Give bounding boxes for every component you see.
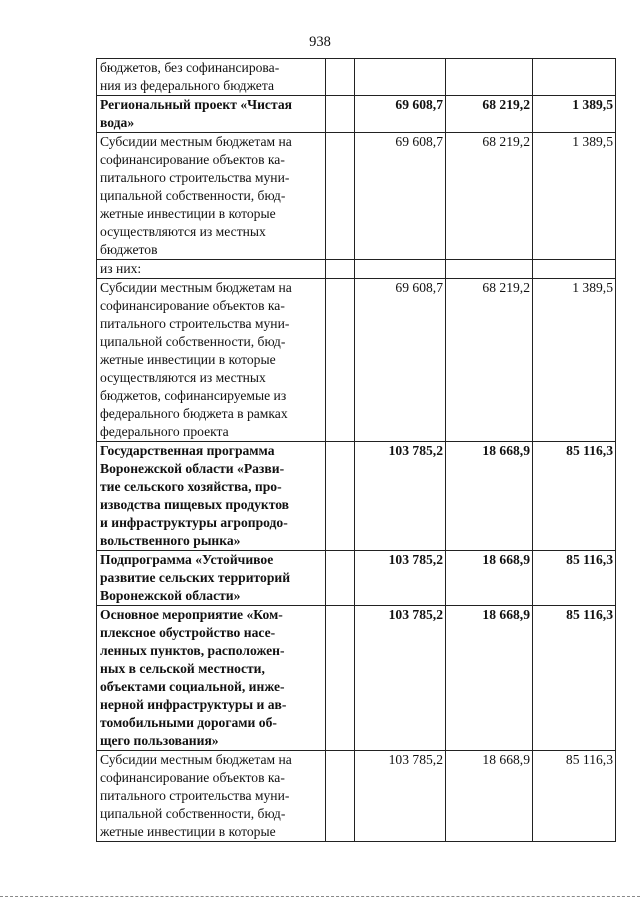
amount-cell-3: 1 389,5 — [533, 96, 616, 133]
amount-cell-1: 69 608,7 — [355, 133, 446, 260]
row-label-line: питального строительства муни- — [100, 316, 290, 331]
row-label-line: софинансирование объектов ка- — [100, 298, 285, 313]
row-label-cell — [97, 133, 326, 260]
amount-cell-2: 68 219,2 — [446, 96, 533, 133]
empty-column-cell — [326, 133, 355, 260]
row-label-line: Основное мероприятие «Ком- — [100, 607, 283, 622]
row-label-line: объектами социальной, инже- — [100, 679, 285, 694]
table-row — [97, 133, 616, 260]
table-row — [97, 96, 616, 133]
table-row — [97, 551, 616, 606]
row-label-cell — [97, 96, 326, 133]
amount-cell-1: 103 785,2 — [355, 751, 446, 842]
amount-cell-2: 18 668,9 — [446, 442, 533, 551]
empty-column-cell — [326, 551, 355, 606]
amount-cell-1: 69 608,7 — [355, 96, 446, 133]
amount-cell-1 — [355, 260, 446, 279]
empty-column-cell — [326, 279, 355, 442]
row-label-cell — [97, 279, 326, 442]
row-label-line: Субсидии местным бюджетам на — [100, 280, 292, 295]
amount-cell-2: 68 219,2 — [446, 133, 533, 260]
empty-column-cell — [326, 751, 355, 842]
row-label-cell — [97, 59, 326, 96]
row-label-line: жетные инвестиции в которые — [100, 824, 276, 839]
row-label-line: ния из федерального бюджета — [100, 78, 274, 93]
table-row — [97, 606, 616, 751]
budget-table-body — [97, 59, 616, 842]
row-label-line: щего пользования» — [100, 733, 219, 748]
amount-cell-1 — [355, 59, 446, 96]
row-label-line: осуществляются из местных — [100, 370, 266, 385]
row-label-line: питального строительства муни- — [100, 170, 290, 185]
amount-cell-3: 85 116,3 — [533, 606, 616, 751]
row-label-line: изводства пищевых продуктов — [100, 497, 289, 512]
table-row — [97, 59, 616, 96]
row-label-line: нерной инфраструктуры и ав- — [100, 697, 287, 712]
row-label-line: ципальной собственности, бюд- — [100, 806, 286, 821]
row-label-line: софинансирование объектов ка- — [100, 770, 285, 785]
amount-cell-2: 68 219,2 — [446, 279, 533, 442]
row-label-line: тие сельского хозяйства, про- — [100, 479, 282, 494]
table-row — [97, 751, 616, 842]
amount-cell-1: 103 785,2 — [355, 442, 446, 551]
row-label-line: ных в сельской местности, — [100, 661, 265, 676]
row-label-line: плексное обустройство насе- — [100, 625, 276, 640]
amount-cell-3: 85 116,3 — [533, 751, 616, 842]
table-row — [97, 279, 616, 442]
row-label-line: осуществляются из местных — [100, 224, 266, 239]
row-label-line: Региональный проект «Чистая — [100, 97, 292, 112]
row-label-cell — [97, 260, 326, 279]
empty-column-cell — [326, 606, 355, 751]
row-label-line: федерального проекта — [100, 424, 229, 439]
page-number: 938 — [309, 34, 331, 50]
row-label-line: федерального бюджета в рамках — [100, 406, 288, 421]
row-label-line: ленных пунктов, расположен- — [100, 643, 285, 658]
amount-cell-2 — [446, 59, 533, 96]
amount-cell-3: 1 389,5 — [533, 279, 616, 442]
row-label-line: софинансирование объектов ка- — [100, 152, 285, 167]
page-bottom-divider — [0, 896, 640, 897]
amount-cell-2: 18 668,9 — [446, 606, 533, 751]
row-label-line: Государственная программа — [100, 443, 275, 458]
row-label-line: жетные инвестиции в которые — [100, 206, 276, 221]
empty-column-cell — [326, 442, 355, 551]
empty-column-cell — [326, 59, 355, 96]
row-label-line: питального строительства муни- — [100, 788, 290, 803]
row-label-line: томобильными дорогами об- — [100, 715, 277, 730]
amount-cell-2: 18 668,9 — [446, 551, 533, 606]
row-label-line: из них: — [100, 261, 142, 276]
row-label-line: Субсидии местным бюджетам на — [100, 134, 292, 149]
amount-cell-1: 69 608,7 — [355, 279, 446, 442]
row-label-line: бюджетов — [100, 242, 158, 257]
amount-cell-3: 85 116,3 — [533, 442, 616, 551]
amount-cell-3: 1 389,5 — [533, 133, 616, 260]
row-label-line: ципальной собственности, бюд- — [100, 334, 286, 349]
row-label-line: ципальной собственности, бюд- — [100, 188, 286, 203]
row-label-line: бюджетов, софинансируемые из — [100, 388, 287, 403]
empty-column-cell — [326, 260, 355, 279]
row-label-line: Воронежской области «Разви- — [100, 461, 285, 476]
amount-cell-2 — [446, 260, 533, 279]
amount-cell-2: 18 668,9 — [446, 751, 533, 842]
row-label-line: бюджетов, без софинансирова- — [100, 60, 280, 75]
amount-cell-1: 103 785,2 — [355, 551, 446, 606]
row-label-line: Субсидии местным бюджетам на — [100, 752, 292, 767]
row-label-line: вольственного рынка» — [100, 533, 241, 548]
row-label-line: вода» — [100, 115, 135, 130]
amount-cell-3: 85 116,3 — [533, 551, 616, 606]
row-label-line: развитие сельских территорий — [100, 570, 291, 585]
amount-cell-3 — [533, 59, 616, 96]
table-row — [97, 260, 616, 279]
amount-cell-1: 103 785,2 — [355, 606, 446, 751]
empty-column-cell — [326, 96, 355, 133]
table-row — [97, 442, 616, 551]
row-label-cell — [97, 606, 326, 751]
budget-table — [96, 58, 616, 842]
row-label-cell — [97, 551, 326, 606]
row-label-line: Подпрограмма «Устойчивое — [100, 552, 274, 567]
amount-cell-3 — [533, 260, 616, 279]
row-label-line: Воронежской области» — [100, 588, 241, 603]
row-label-cell — [97, 442, 326, 551]
row-label-cell — [97, 751, 326, 842]
row-label-line: жетные инвестиции в которые — [100, 352, 276, 367]
row-label-line: и инфраструктуры агропродо- — [100, 515, 288, 530]
